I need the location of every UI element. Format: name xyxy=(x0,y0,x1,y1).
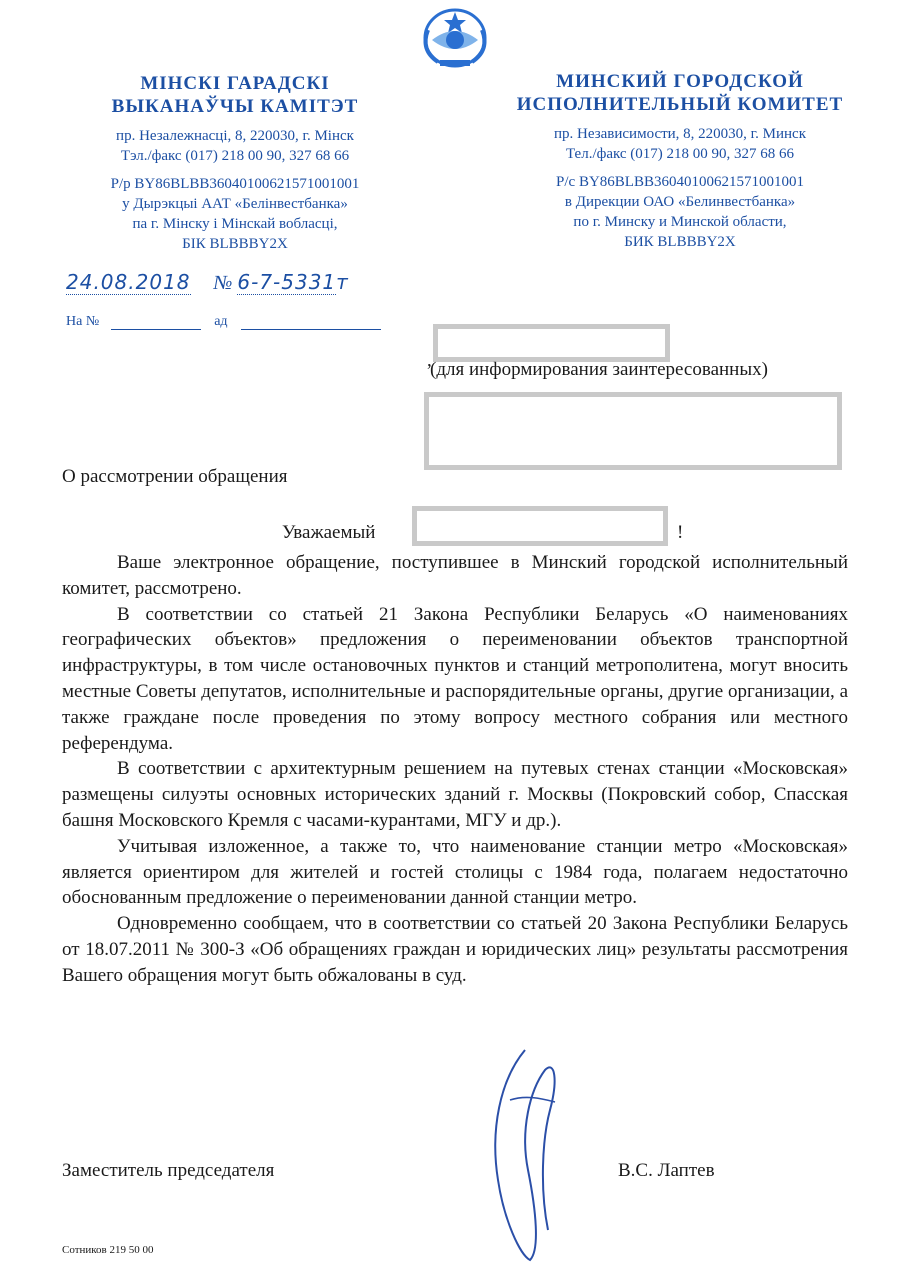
comma-mark: , xyxy=(427,350,432,371)
org-name-line1: МІНСКІ ГАРАДСКІ xyxy=(140,73,330,94)
executor-info: Сотников 219 50 00 xyxy=(62,1244,154,1256)
bank-account: Р/р BY86BLBB36040100621571001001 xyxy=(110,176,360,192)
bank-line1: в Дирекции ОАО «Белинвестбанка» xyxy=(564,194,796,210)
paragraph: Одновременно сообщаем, что в соответствии со статьей 20 Закона Республики Беларусь от 18.07.2011 № 300-З «Об обращениях граждан и юридических лиц» результаты рассмотрения Вашего обращения могут быть обжалованы в суд. xyxy=(62,913,848,986)
paragraph: В соответствии со статьей 21 Закона Республики Беларусь «О наименованиях географических объектов» предложения о переименовании объектов транспортной инфраструктуры, в том числе остановочных пунктов и станций метрополитена, могут вносить местные Советы депутатов, исполнительные и распорядительные органы, другие организации, а также граждане после проведения по этому вопросу местного собрания или местного референдума. xyxy=(62,603,848,754)
greeting: Уважаемый xyxy=(282,522,376,543)
org-name-line1: МИНСКИЙ ГОРОДСКОЙ xyxy=(556,71,804,92)
redacted-name xyxy=(412,506,668,546)
paragraph: В соответствии с архитектурным решением на путевых стенах станции «Московская» размещены силуэты основных исторических зданий г. Москвы (Покровский собор, Спасская башня Московского Кремля с часами-курантами, МГУ и др.). xyxy=(62,758,848,831)
number-sign: № xyxy=(213,272,233,294)
address: пр. Независимости, 8, 220030, г. Минск xyxy=(554,126,806,142)
bank-line2: па г. Мінску і Мінскай вобласці, xyxy=(132,216,338,232)
phone: Тел./факс (017) 218 00 90, 327 68 66 xyxy=(565,146,795,162)
registration-number: 6-7-5331 xyxy=(237,270,337,294)
addressee-note: (для информирования заинтересованных) xyxy=(430,359,768,380)
ad-blank xyxy=(241,317,381,330)
paragraph: Учитывая изложенное, а также то, что наименование станции метро «Московская» является ориентиром для жителей и гостей столицы с 1984 года, полагаем недостаточно обоснованным предложение о переименовании данной станции метро. xyxy=(62,835,848,909)
registration-line xyxy=(66,270,426,300)
redacted-address xyxy=(424,392,842,470)
registration-date: 24.08.2018 xyxy=(66,270,191,294)
reference-line xyxy=(66,314,381,330)
paragraph: Ваше электронное обращение, поступившее в Минский городской исполнительный комитет, рассмотрено. xyxy=(62,552,848,599)
org-name-line2: ВЫКАНАЎЧЫ КАМІТЭТ xyxy=(111,96,359,117)
bank-line1: у Дырэкцыі ААТ «Белінвестбанка» xyxy=(122,196,348,212)
signer-title: Заместитель председателя xyxy=(62,1160,275,1181)
registration-suffix: т xyxy=(336,270,349,294)
address: пр. Незалежнасці, 8, 220030, г. Мінск xyxy=(116,128,354,144)
org-name-line2: ИСПОЛНИТЕЛЬНЫЙ КОМИТЕТ xyxy=(516,94,844,115)
letterhead-belarusian xyxy=(60,72,410,254)
na-label: На № xyxy=(66,314,100,329)
signature-icon xyxy=(470,1040,580,1270)
bank-account: Р/с BY86BLBB36040100621571001001 xyxy=(556,174,804,190)
bank-bik: БІК BLBBBY2X xyxy=(182,236,288,252)
belarus-emblem-icon xyxy=(410,0,500,74)
signer-name: В.С. Лаптев xyxy=(618,1160,715,1181)
na-blank xyxy=(111,317,201,330)
subject-line: О рассмотрении обращения xyxy=(62,466,288,487)
redacted-addressee xyxy=(433,324,670,362)
ad-label: ад xyxy=(214,314,228,329)
greeting-end: ! xyxy=(677,522,684,543)
phone: Тэл./факс (017) 218 00 90, 327 68 66 xyxy=(120,148,350,164)
letter-body xyxy=(62,550,848,989)
bank-bik: БИК BLBBBY2X xyxy=(624,234,736,250)
bank-line2: по г. Минску и Минской области, xyxy=(573,214,787,230)
letterhead-russian xyxy=(500,70,860,252)
